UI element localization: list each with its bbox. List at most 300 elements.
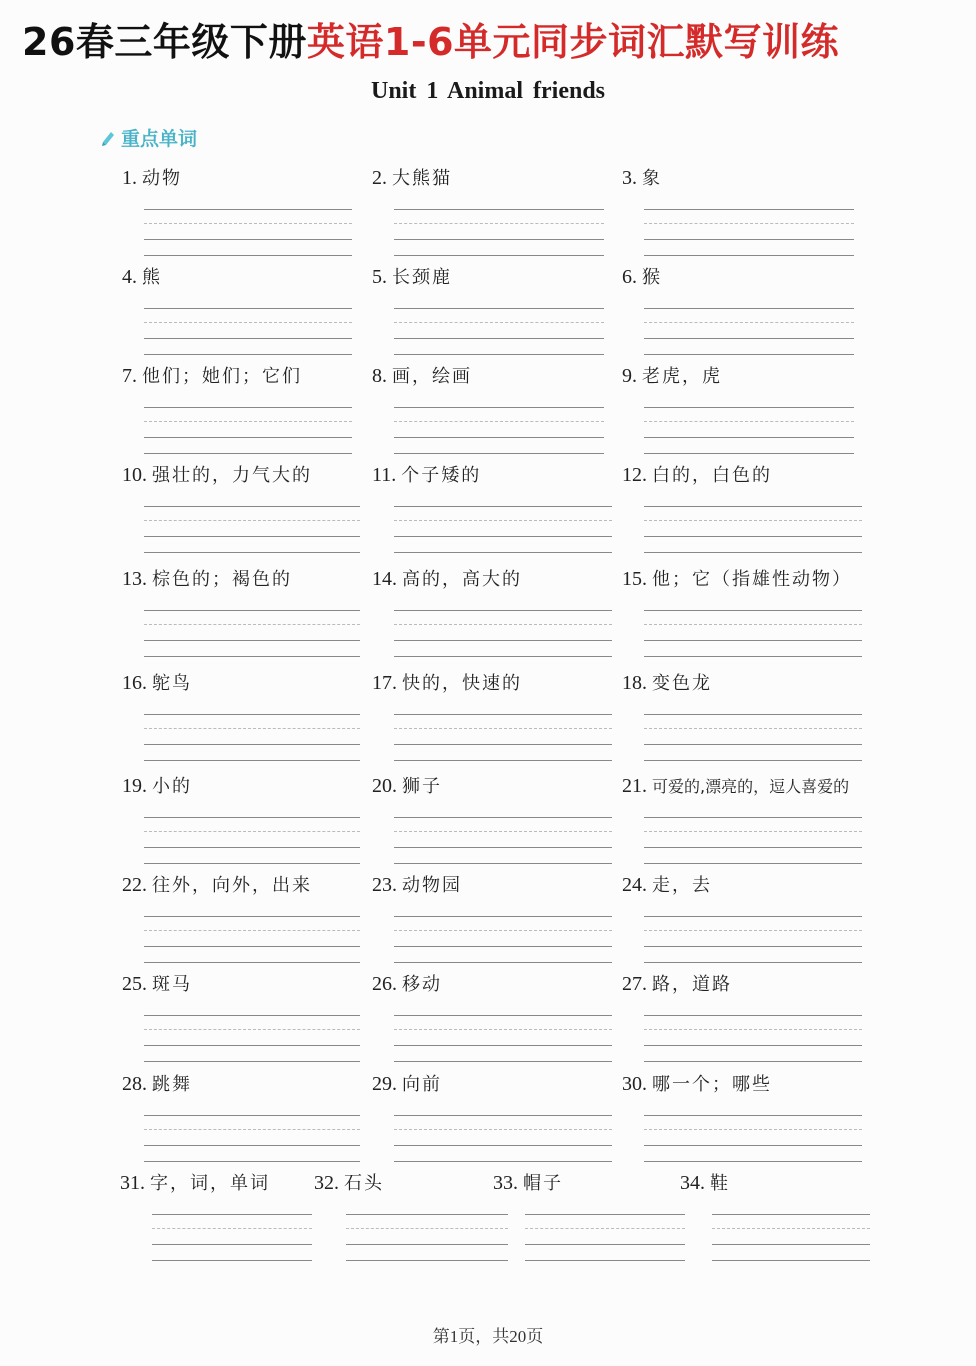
answer-writing-lines[interactable] [394, 197, 604, 257]
writing-line [394, 624, 612, 625]
vocab-item-number: 30. [622, 1073, 652, 1095]
vocab-item [493, 1170, 563, 1196]
vocab-item-chinese: 哪一个；哪些 [652, 1074, 772, 1095]
vocab-item-label [372, 264, 452, 290]
writing-line [394, 728, 612, 729]
writing-line [144, 624, 360, 625]
answer-writing-lines[interactable] [394, 1103, 612, 1163]
vocab-item [314, 1170, 384, 1196]
writing-line [144, 847, 360, 848]
writing-line [394, 831, 612, 832]
writing-line [394, 916, 612, 917]
writing-line [644, 223, 854, 224]
vocab-item-chinese: 变色龙 [652, 673, 712, 694]
vocab-item-label [622, 872, 712, 898]
writing-line [144, 760, 360, 761]
writing-line [525, 1214, 685, 1215]
writing-line [394, 338, 604, 339]
writing-line [152, 1260, 312, 1261]
vocab-item-label [372, 165, 452, 191]
vocab-item [680, 1170, 730, 1196]
writing-line [644, 421, 854, 422]
writing-line [394, 863, 612, 864]
writing-line [644, 407, 854, 408]
vocab-item-chinese: 棕色的；褐色的 [152, 569, 292, 590]
answer-writing-lines[interactable] [644, 395, 854, 455]
vocab-item-chinese: 熊 [142, 267, 162, 288]
writing-line [394, 1115, 612, 1116]
vocab-item-number: 21. [622, 775, 652, 797]
answer-writing-lines[interactable] [152, 1202, 312, 1262]
vocab-item-number: 23. [372, 874, 402, 896]
answer-writing-lines[interactable] [144, 197, 352, 257]
vocab-item-number: 22. [122, 874, 152, 896]
writing-line [144, 354, 352, 355]
vocab-item-chinese: 他们；她们；它们 [142, 366, 302, 387]
writing-line [394, 407, 604, 408]
writing-line [644, 308, 854, 309]
vocab-item [372, 971, 442, 997]
vocab-item-number: 26. [372, 973, 402, 995]
vocab-item-chinese: 长颈鹿 [392, 267, 452, 288]
page-footer: 第1页，共20页 [432, 1327, 544, 1346]
vocab-item-chinese: 动物 [142, 168, 182, 189]
writing-line [346, 1228, 508, 1229]
writing-line [644, 610, 862, 611]
writing-line [394, 421, 604, 422]
vocab-item-chinese: 斑马 [152, 974, 192, 995]
writing-line [144, 817, 360, 818]
writing-line [144, 863, 360, 864]
writing-line [644, 656, 862, 657]
writing-line [644, 1061, 862, 1062]
writing-line [394, 552, 612, 553]
writing-line [144, 610, 360, 611]
vocab-item-chinese: 老虎，虎 [642, 366, 722, 387]
vocab-item-number: 9. [622, 365, 642, 387]
vocab-item-chinese: 快的，快速的 [402, 673, 522, 694]
answer-writing-lines[interactable] [346, 1202, 508, 1262]
vocab-item [372, 165, 452, 191]
vocab-item [372, 363, 472, 389]
answer-writing-lines[interactable] [644, 1103, 862, 1163]
vocab-item-label [622, 264, 662, 290]
vocab-item-label [372, 872, 462, 898]
vocab-item [622, 1071, 772, 1097]
vocab-item [122, 872, 312, 898]
vocab-item [122, 363, 302, 389]
vocab-item-label [372, 773, 442, 799]
vocab-item-number: 16. [122, 672, 152, 694]
vocab-item-label [372, 971, 442, 997]
section-label-text: 重点单词 [121, 127, 198, 150]
vocab-item-number: 27. [622, 973, 652, 995]
vocab-item-label [622, 165, 662, 191]
writing-line [394, 1161, 612, 1162]
writing-line [644, 338, 854, 339]
vocab-item [622, 872, 712, 898]
vocab-item-number: 20. [372, 775, 402, 797]
writing-line [644, 624, 862, 625]
writing-line [144, 437, 352, 438]
vocab-item-chinese: 移动 [402, 974, 442, 995]
vocab-item-number: 8. [372, 365, 392, 387]
vocab-item-label [372, 566, 522, 592]
vocab-item-chinese: 鞋 [710, 1173, 730, 1194]
writing-line [394, 437, 604, 438]
writing-line [394, 640, 612, 641]
writing-line [525, 1228, 685, 1229]
writing-line [394, 1129, 612, 1130]
writing-line [144, 453, 352, 454]
answer-writing-lines[interactable] [394, 598, 612, 658]
writing-line [152, 1214, 312, 1215]
vocab-item-number: 28. [122, 1073, 152, 1095]
vocab-item-label [372, 363, 472, 389]
vocab-item [122, 670, 192, 696]
vocab-item-label [622, 566, 852, 592]
writing-line [144, 407, 352, 408]
vocab-item-number: 1. [122, 167, 142, 189]
writing-line [394, 223, 604, 224]
vocab-item-label [622, 670, 712, 696]
vocab-item-chinese: 小的 [152, 776, 192, 797]
vocab-item [372, 1071, 442, 1097]
vocab-item-chinese: 他；它（指雄性动物） [652, 569, 852, 590]
writing-line [644, 1015, 862, 1016]
vocab-item [372, 264, 452, 290]
answer-writing-lines[interactable] [394, 904, 612, 964]
vocab-item [622, 462, 772, 488]
writing-line [144, 536, 360, 537]
answer-writing-lines[interactable] [644, 805, 862, 865]
writing-line [394, 1045, 612, 1046]
vocab-item [622, 971, 732, 997]
answer-writing-lines[interactable] [394, 1003, 612, 1063]
vocab-item [372, 566, 522, 592]
writing-line [644, 831, 862, 832]
answer-writing-lines[interactable] [644, 904, 862, 964]
writing-line [144, 1129, 360, 1130]
vocab-item-chinese: 往外，向外，出来 [152, 875, 312, 896]
writing-line [644, 552, 862, 553]
writing-line [644, 536, 862, 537]
answer-writing-lines[interactable] [144, 702, 360, 762]
writing-line [144, 1061, 360, 1062]
vocab-item-label [122, 462, 312, 488]
writing-line [144, 1045, 360, 1046]
vocab-item-chinese: 画，绘画 [392, 366, 472, 387]
writing-line [394, 610, 612, 611]
answer-writing-lines[interactable] [144, 296, 352, 356]
vocab-item [122, 1071, 192, 1097]
answer-writing-lines[interactable] [144, 1003, 360, 1063]
writing-line [144, 962, 360, 963]
vocab-item-chinese: 白的，白色的 [652, 465, 772, 486]
writing-line [644, 1145, 862, 1146]
vocab-item-number: 3. [622, 167, 642, 189]
vocab-item-label [122, 264, 162, 290]
vocab-item-number: 32. [314, 1172, 344, 1194]
vocab-item [372, 773, 442, 799]
vocab-item-label [122, 363, 302, 389]
vocab-item-chinese: 可爱的,漂亮的，逗人喜爱的 [652, 777, 850, 796]
vocab-item-label [372, 1071, 442, 1097]
vocab-item-chinese: 狮子 [402, 776, 442, 797]
writing-line [394, 520, 612, 521]
writing-line [144, 223, 352, 224]
vocab-item [122, 462, 312, 488]
writing-line [394, 1015, 612, 1016]
vocab-item-number: 4. [122, 266, 142, 288]
writing-line [644, 1129, 862, 1130]
writing-line [394, 656, 612, 657]
writing-line [394, 1029, 612, 1030]
vocab-item-label [680, 1170, 730, 1196]
vocab-item-number: 29. [372, 1073, 402, 1095]
writing-line [346, 1214, 508, 1215]
writing-line [525, 1260, 685, 1261]
writing-line [644, 640, 862, 641]
vocab-item-label [122, 773, 192, 799]
writing-line [144, 728, 360, 729]
vocab-item-chinese: 帽子 [523, 1173, 563, 1194]
vocab-item-number: 13. [122, 568, 152, 590]
answer-writing-lines[interactable] [644, 296, 854, 356]
writing-line [644, 437, 854, 438]
vocab-item-label [122, 165, 182, 191]
vocab-item [122, 566, 292, 592]
writing-line [346, 1260, 508, 1261]
vocab-item [122, 971, 192, 997]
writing-line [144, 744, 360, 745]
vocab-item-label [622, 1071, 772, 1097]
vocab-item-label [372, 670, 522, 696]
writing-line [394, 744, 612, 745]
writing-line [394, 536, 612, 537]
vocab-item-chinese: 猴 [642, 267, 662, 288]
vocab-item [372, 872, 462, 898]
vocab-item-number: 34. [680, 1172, 710, 1194]
vocab-item-chinese: 鸵鸟 [152, 673, 192, 694]
writing-line [394, 209, 604, 210]
writing-line [644, 520, 862, 521]
vocab-item-number: 6. [622, 266, 642, 288]
vocab-item [372, 462, 481, 488]
writing-line [644, 209, 854, 210]
writing-line [394, 354, 604, 355]
vocab-item-label [372, 462, 481, 488]
writing-line [644, 322, 854, 323]
vocab-item [120, 1170, 270, 1196]
vocab-item-chinese: 跳舞 [152, 1074, 192, 1095]
writing-line [394, 255, 604, 256]
writing-line [644, 255, 854, 256]
answer-writing-lines[interactable] [394, 296, 604, 356]
writing-line [144, 239, 352, 240]
vocab-item [372, 670, 522, 696]
writing-line [394, 506, 612, 507]
writing-line [644, 714, 862, 715]
writing-line [644, 354, 854, 355]
header-title-red: 英语1-6单元同步词汇默写训练 [306, 20, 840, 64]
writing-line [644, 453, 854, 454]
vocab-item-number: 14. [372, 568, 402, 590]
writing-line [144, 930, 360, 931]
writing-line [144, 255, 352, 256]
writing-line [144, 946, 360, 947]
writing-line [644, 506, 862, 507]
vocab-item-label [120, 1170, 270, 1196]
vocab-item [622, 566, 852, 592]
vocab-item-number: 10. [122, 464, 152, 486]
writing-line [644, 847, 862, 848]
writing-line [144, 640, 360, 641]
vocab-item-number: 25. [122, 973, 152, 995]
writing-line [394, 946, 612, 947]
answer-writing-lines[interactable] [712, 1202, 870, 1262]
vocab-item-chinese: 强壮的，力气大的 [152, 465, 312, 486]
vocab-item-chinese: 高的，高大的 [402, 569, 522, 590]
writing-line [394, 1145, 612, 1146]
vocab-item-label [122, 1071, 192, 1097]
answer-writing-lines[interactable] [144, 494, 360, 554]
writing-line [144, 656, 360, 657]
writing-line [644, 916, 862, 917]
writing-line [394, 714, 612, 715]
vocab-item-number: 2. [372, 167, 392, 189]
vocab-item-label [493, 1170, 563, 1196]
answer-writing-lines[interactable] [144, 598, 360, 658]
writing-line [144, 1029, 360, 1030]
writing-line [644, 863, 862, 864]
writing-line [144, 308, 352, 309]
writing-line [394, 930, 612, 931]
writing-line [644, 760, 862, 761]
vocab-item-number: 24. [622, 874, 652, 896]
writing-line [644, 962, 862, 963]
writing-line [144, 421, 352, 422]
answer-writing-lines[interactable] [644, 702, 862, 762]
vocab-item-label [622, 462, 772, 488]
answer-writing-lines[interactable] [394, 395, 604, 455]
vocab-item-number: 5. [372, 266, 392, 288]
writing-line [644, 1029, 862, 1030]
vocab-item-number: 33. [493, 1172, 523, 1194]
writing-line [394, 847, 612, 848]
writing-line [144, 552, 360, 553]
writing-line [644, 239, 854, 240]
vocab-item-number: 19. [122, 775, 152, 797]
writing-line [644, 1045, 862, 1046]
writing-line [394, 322, 604, 323]
answer-writing-lines[interactable] [144, 904, 360, 964]
header-title-black: 26春三年级下册 [22, 20, 307, 64]
vocab-item-chinese: 个子矮的 [401, 465, 482, 486]
vocab-item-chinese: 向前 [402, 1074, 442, 1095]
pencil-icon [100, 129, 116, 145]
writing-line [144, 338, 352, 339]
writing-line [152, 1244, 312, 1245]
answer-writing-lines[interactable] [525, 1202, 685, 1262]
writing-line [644, 946, 862, 947]
answer-writing-lines[interactable] [644, 197, 854, 257]
vocab-item [622, 264, 662, 290]
writing-line [144, 1161, 360, 1162]
writing-line [152, 1228, 312, 1229]
vocab-item-label [622, 773, 849, 799]
page-header-title [22, 14, 962, 70]
vocab-item-label [622, 363, 722, 389]
vocab-item-label [122, 670, 192, 696]
vocab-item [122, 165, 182, 191]
writing-line [644, 728, 862, 729]
writing-line [712, 1244, 870, 1245]
vocab-item [622, 773, 849, 799]
vocab-item-number: 18. [622, 672, 652, 694]
writing-line [144, 1015, 360, 1016]
answer-writing-lines[interactable] [644, 598, 862, 658]
answer-writing-lines[interactable] [144, 1103, 360, 1163]
writing-line [144, 209, 352, 210]
vocab-item-chinese: 石头 [344, 1173, 384, 1194]
writing-line [712, 1214, 870, 1215]
answer-writing-lines[interactable] [394, 805, 612, 865]
vocab-item-number: 17. [372, 672, 402, 694]
writing-line [644, 744, 862, 745]
vocab-item [122, 264, 162, 290]
vocab-item-chinese: 字，词，单词 [150, 1173, 270, 1194]
answer-writing-lines[interactable] [644, 494, 862, 554]
vocab-item-label [122, 872, 312, 898]
writing-line [144, 831, 360, 832]
answer-writing-lines[interactable] [144, 805, 360, 865]
writing-line [144, 1145, 360, 1146]
writing-line [144, 520, 360, 521]
vocab-item-number: 12. [622, 464, 652, 486]
writing-line [644, 930, 862, 931]
vocab-item-number: 7. [122, 365, 142, 387]
unit-title: Unit 1 Animal friends [370, 78, 606, 104]
vocab-item-chinese: 走，去 [652, 875, 712, 896]
vocab-item [622, 165, 662, 191]
writing-line [394, 817, 612, 818]
vocab-item [122, 773, 192, 799]
writing-line [712, 1228, 870, 1229]
vocab-item-number: 31. [120, 1172, 150, 1194]
answer-writing-lines[interactable] [644, 1003, 862, 1063]
writing-line [394, 308, 604, 309]
vocab-item-label [122, 971, 192, 997]
writing-line [394, 962, 612, 963]
writing-line [525, 1244, 685, 1245]
writing-line [712, 1260, 870, 1261]
answer-writing-lines[interactable] [394, 494, 612, 554]
writing-line [144, 506, 360, 507]
answer-writing-lines[interactable] [394, 702, 612, 762]
vocab-item-chinese: 象 [642, 168, 662, 189]
section-label [100, 124, 197, 150]
answer-writing-lines[interactable] [144, 395, 352, 455]
vocab-item-chinese: 大熊猫 [392, 168, 452, 189]
vocab-item [622, 670, 712, 696]
writing-line [144, 322, 352, 323]
vocab-item-label [622, 971, 732, 997]
writing-line [346, 1244, 508, 1245]
writing-line [394, 453, 604, 454]
writing-line [394, 239, 604, 240]
writing-line [144, 1115, 360, 1116]
